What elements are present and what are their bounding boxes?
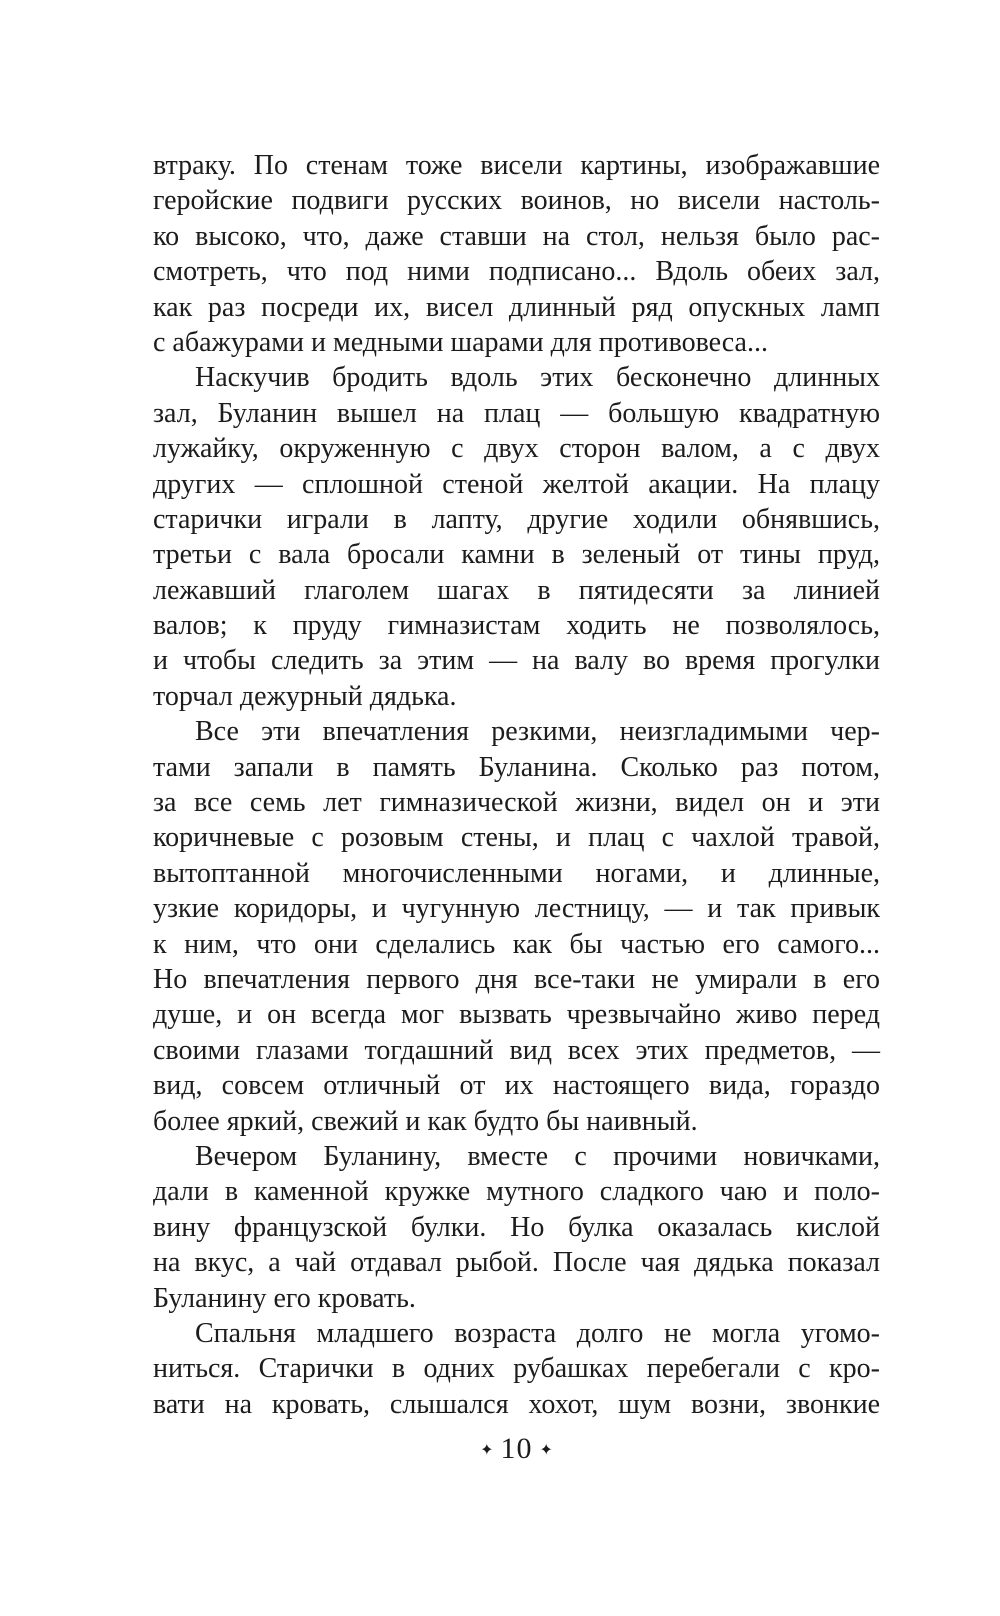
text-line: своими глазами тогдашний вид всех этих предметов, —: [153, 1034, 880, 1066]
text-line: лежавший глаголем шагах в пятидесяти за линией: [153, 574, 880, 606]
text-line: вати на кровать, слышался хохот, шум возни, звонкие: [153, 1388, 880, 1420]
text-line: лужайку, окруженную с двух сторон валом, а с двух: [153, 433, 880, 465]
text-line: других — сплошной стеной желтой акации. На плацу: [153, 468, 880, 500]
paragraph: [153, 714, 880, 1139]
text-line: Вечером Буланину, вместе с прочими новичками,: [195, 1140, 880, 1172]
text-line: душе, и он всегда мог вызвать чрезвычайно живо перед: [153, 999, 880, 1031]
text-line: вид, совсем отличный от их настоящего вида, гораздо: [153, 1070, 880, 1102]
page-footer: [153, 1432, 880, 1466]
text-line: Но впечатления первого дня все-таки не умирали в его: [153, 963, 880, 995]
text-line: старички играли в лапту, другие ходили обнявшись,: [153, 503, 880, 535]
page-text-block: [153, 148, 880, 1422]
paragraph: [153, 1139, 880, 1316]
text-line: зал, Буланин вышел на плац — большую квадратную: [153, 397, 880, 429]
paragraph: [153, 148, 880, 360]
right-star-ornament-icon: ✦: [539, 1440, 553, 1459]
text-line: третьи с вала бросали камни в зеленый от тины пруд,: [153, 539, 880, 571]
text-line: вытоптанной многочисленными ногами, и длинные,: [153, 857, 880, 889]
paragraph: [153, 360, 880, 714]
text-line: Спальня младшего возраста долго не могла угомо-: [195, 1317, 880, 1349]
text-line: как раз посреди их, висел длинный ряд опускных ламп: [153, 291, 880, 323]
page-number: 10: [500, 1432, 533, 1465]
text-line: ко высоко, что, даже ставши на стол, нельзя было рас-: [153, 220, 880, 252]
text-line: коричневые с розовым стены, и плац с чахлой травой,: [153, 822, 880, 854]
text-line: за все семь лет гимназической жизни, видел он и эти: [153, 787, 880, 819]
text-line: Наскучив бродить вдоль этих бесконечно длинных: [195, 362, 880, 394]
text-line: с абажурами и медными шарами для противовеса...: [153, 326, 768, 358]
text-line: на вкус, а чай отдавал рыбой. После чая дядька показал: [153, 1247, 880, 1279]
text-line: к ним, что они сделались как бы частью его самого...: [153, 928, 880, 960]
text-line: узкие коридоры, и чугунную лестницу, — и так привык: [153, 893, 880, 925]
text-line: смотреть, что под ними подписано... Вдоль обеих зал,: [153, 256, 880, 288]
text-line: торчал дежурный дядька.: [153, 680, 457, 712]
left-star-ornament-icon: ✦: [480, 1440, 494, 1459]
text-line: валов; к пруду гимназистам ходить не позволялось,: [153, 610, 880, 642]
paragraph: [153, 1316, 880, 1422]
text-line: геройские подвиги русских воинов, но висели настоль-: [153, 185, 880, 217]
text-line: ниться. Старички в одних рубашках перебегали с кро-: [153, 1353, 880, 1385]
text-line: и чтобы следить за этим — на валу во время прогулки: [153, 645, 880, 677]
text-line: дали в каменной кружке мутного сладкого чаю и поло-: [153, 1176, 880, 1208]
text-line: Все эти впечатления резкими, неизгладимыми чер-: [195, 716, 880, 748]
text-line: тами запали в память Буланина. Сколько раз потом,: [153, 751, 880, 783]
text-line: Буланину его кровать.: [153, 1282, 416, 1314]
text-line: втраку. По стенам тоже висели картины, изображавшие: [153, 150, 880, 181]
text-line: более яркий, свежий и как будто бы наивный.: [153, 1105, 698, 1137]
text-line: вину французской булки. Но булка оказалась кислой: [153, 1211, 880, 1243]
